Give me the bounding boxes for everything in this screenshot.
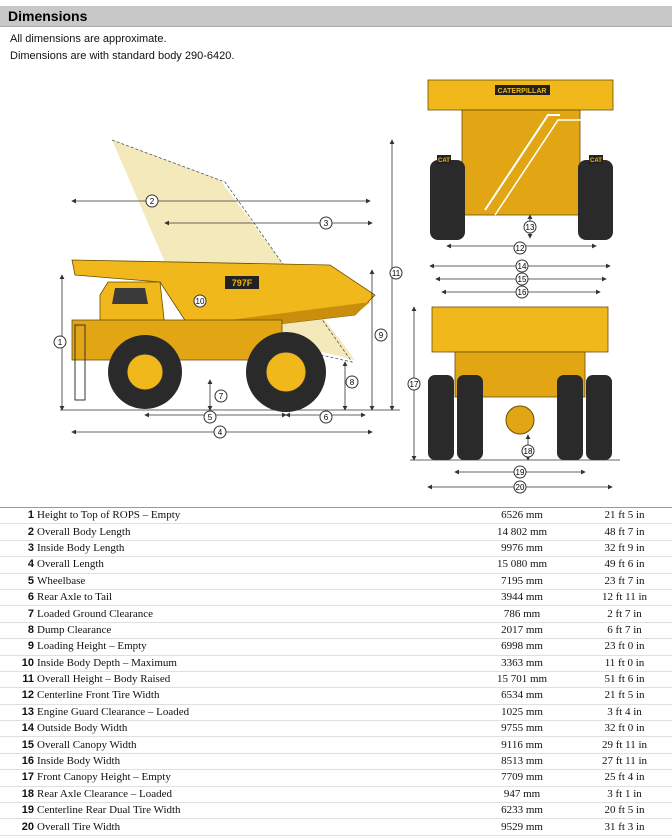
- table-row: [0, 655, 672, 671]
- imperial-value: 2 ft 7 in: [577, 606, 672, 622]
- metric-value: 14 802 mm: [467, 524, 577, 540]
- metric-value: 947 mm: [467, 786, 577, 802]
- dimension-label: Overall Height – Body Raised: [37, 671, 467, 687]
- row-number: 8: [0, 622, 37, 638]
- callout-1: 1: [57, 338, 63, 347]
- callout-4: 4: [217, 428, 223, 437]
- table-row: [0, 803, 672, 819]
- callout-13: 13: [525, 223, 535, 232]
- metric-value: 6534 mm: [467, 688, 577, 704]
- row-number: 12: [0, 688, 37, 704]
- callout-8: 8: [349, 378, 355, 387]
- callout-16: 16: [517, 288, 527, 297]
- table-row: [0, 770, 672, 786]
- model-badge: 797F: [231, 278, 253, 288]
- dimension-label: Dump Clearance: [37, 622, 467, 638]
- row-number: 20: [0, 819, 37, 835]
- metric-value: 3944 mm: [467, 589, 577, 605]
- rear-body: [432, 307, 608, 352]
- standard-body-note: Dimensions are with standard body 290-6420.: [10, 50, 235, 62]
- table-row: [0, 753, 672, 769]
- callout-6: 6: [323, 413, 329, 422]
- callout-18: 18: [523, 447, 533, 456]
- table-row: [0, 524, 672, 540]
- row-number: 17: [0, 770, 37, 786]
- brand-text: CATERPILLAR: [497, 88, 547, 95]
- callout-10: 10: [195, 297, 205, 306]
- table-row: [0, 622, 672, 638]
- rear-rim: [266, 352, 306, 392]
- section-header: [0, 6, 672, 27]
- metric-value: 7195 mm: [467, 573, 577, 589]
- row-number: 11: [0, 671, 37, 687]
- row-number: 7: [0, 606, 37, 622]
- imperial-value: 25 ft 4 in: [577, 770, 672, 786]
- metric-value: 786 mm: [467, 606, 577, 622]
- row-number: 16: [0, 753, 37, 769]
- table-row: [0, 589, 672, 605]
- imperial-value: 51 ft 6 in: [577, 671, 672, 687]
- dimension-label: Rear Axle Clearance – Loaded: [37, 786, 467, 802]
- callout-9: 9: [378, 331, 384, 340]
- dimension-label: Centerline Front Tire Width: [37, 688, 467, 704]
- metric-value: 15 701 mm: [467, 671, 577, 687]
- metric-value: 2017 mm: [467, 622, 577, 638]
- row-number: 4: [0, 557, 37, 573]
- callout-19: 19: [515, 468, 525, 477]
- row-number: 6: [0, 589, 37, 605]
- dimension-label: Centerline Rear Dual Tire Width: [37, 803, 467, 819]
- callout-7: 7: [218, 392, 224, 401]
- callout-20: 20: [515, 483, 525, 492]
- callout-5: 5: [207, 413, 213, 422]
- row-number: 9: [0, 639, 37, 655]
- dimension-label: Wheelbase: [37, 573, 467, 589]
- rear-view: [410, 266, 620, 487]
- cat-badge-right: CAT: [590, 158, 602, 164]
- imperial-value: 49 ft 6 in: [577, 557, 672, 573]
- metric-value: 9976 mm: [467, 540, 577, 556]
- row-number: 18: [0, 786, 37, 802]
- rear-right-tire-outer: [586, 375, 612, 460]
- dimension-label: Front Canopy Height – Empty: [37, 770, 467, 786]
- cat-badge-left: CAT: [438, 158, 450, 164]
- dimension-label: Overall Tire Width: [37, 819, 467, 835]
- table-row: [0, 819, 672, 835]
- table-row: [0, 737, 672, 753]
- dimension-label: Rear Axle to Tail: [37, 589, 467, 605]
- front-view: [428, 80, 613, 246]
- rear-left-tire-outer: [428, 375, 454, 460]
- imperial-value: 6 ft 7 in: [577, 622, 672, 638]
- callout-3: 3: [323, 219, 329, 228]
- table-row: [0, 573, 672, 589]
- imperial-value: 48 ft 7 in: [577, 524, 672, 540]
- imperial-value: 11 ft 0 in: [577, 655, 672, 671]
- metric-value: 9529 mm: [467, 819, 577, 835]
- side-view: [57, 140, 400, 432]
- callout-11: 11: [391, 269, 401, 278]
- imperial-value: 21 ft 5 in: [577, 688, 672, 704]
- imperial-value: 21 ft 5 in: [577, 508, 672, 524]
- dimension-label: Overall Body Length: [37, 524, 467, 540]
- imperial-value: 29 ft 11 in: [577, 737, 672, 753]
- rear-left-tire-inner: [457, 375, 483, 460]
- callout-17: 17: [409, 380, 419, 389]
- table-row: [0, 704, 672, 720]
- section-title: Dimensions: [8, 8, 88, 24]
- row-number: 1: [0, 508, 37, 524]
- dimension-label: Overall Length: [37, 557, 467, 573]
- row-number: 2: [0, 524, 37, 540]
- metric-value: 3363 mm: [467, 655, 577, 671]
- imperial-value: 32 ft 9 in: [577, 540, 672, 556]
- table-row: [0, 786, 672, 802]
- metric-value: 9755 mm: [467, 721, 577, 737]
- table-row: [0, 557, 672, 573]
- row-number: 3: [0, 540, 37, 556]
- metric-value: 7709 mm: [467, 770, 577, 786]
- table-row: [0, 721, 672, 737]
- imperial-value: 3 ft 4 in: [577, 704, 672, 720]
- front-right-tire: [578, 160, 613, 240]
- imperial-value: 27 ft 11 in: [577, 753, 672, 769]
- callout-12: 12: [515, 244, 525, 253]
- imperial-value: 23 ft 0 in: [577, 639, 672, 655]
- table-row: [0, 606, 672, 622]
- table-row: [0, 688, 672, 704]
- metric-value: 6998 mm: [467, 639, 577, 655]
- dimension-label: Engine Guard Clearance – Loaded: [37, 704, 467, 720]
- row-number: 5: [0, 573, 37, 589]
- metric-value: 9116 mm: [467, 737, 577, 753]
- metric-value: 8513 mm: [467, 753, 577, 769]
- rear-right-tire-inner: [557, 375, 583, 460]
- dimension-label: Inside Body Width: [37, 753, 467, 769]
- metric-value: 1025 mm: [467, 704, 577, 720]
- dimensions-table: [0, 507, 672, 836]
- table-row: [0, 508, 672, 524]
- row-number: 15: [0, 737, 37, 753]
- approximate-note: All dimensions are approximate.: [10, 33, 167, 45]
- dimension-label: Inside Body Depth – Maximum: [37, 655, 467, 671]
- callout-15: 15: [517, 275, 527, 284]
- front-left-tire: [430, 160, 465, 240]
- row-number: 14: [0, 721, 37, 737]
- dimension-label: Height to Top of ROPS – Empty: [37, 508, 467, 524]
- differential: [506, 406, 534, 434]
- row-number: 10: [0, 655, 37, 671]
- imperial-value: 31 ft 3 in: [577, 819, 672, 835]
- metric-value: 15 080 mm: [467, 557, 577, 573]
- dimension-label: Overall Canopy Width: [37, 737, 467, 753]
- row-number: 13: [0, 704, 37, 720]
- metric-value: 6233 mm: [467, 803, 577, 819]
- imperial-value: 32 ft 0 in: [577, 721, 672, 737]
- metric-value: 6526 mm: [467, 508, 577, 524]
- table-row: [0, 671, 672, 687]
- dimension-label: Inside Body Length: [37, 540, 467, 556]
- table-row: [0, 639, 672, 655]
- imperial-value: 3 ft 1 in: [577, 786, 672, 802]
- dimension-label: Outside Body Width: [37, 721, 467, 737]
- dimension-label: Loading Height – Empty: [37, 639, 467, 655]
- imperial-value: 20 ft 5 in: [577, 803, 672, 819]
- imperial-value: 12 ft 11 in: [577, 589, 672, 605]
- callout-2: 2: [149, 197, 155, 206]
- front-grille: [462, 110, 580, 215]
- callout-14: 14: [517, 262, 527, 271]
- front-rim: [127, 354, 163, 390]
- row-number: 19: [0, 803, 37, 819]
- cab-window: [112, 288, 148, 304]
- imperial-value: 23 ft 7 in: [577, 573, 672, 589]
- dimension-label: Loaded Ground Clearance: [37, 606, 467, 622]
- table-row: [0, 540, 672, 556]
- truck-dimension-diagram: [0, 70, 672, 505]
